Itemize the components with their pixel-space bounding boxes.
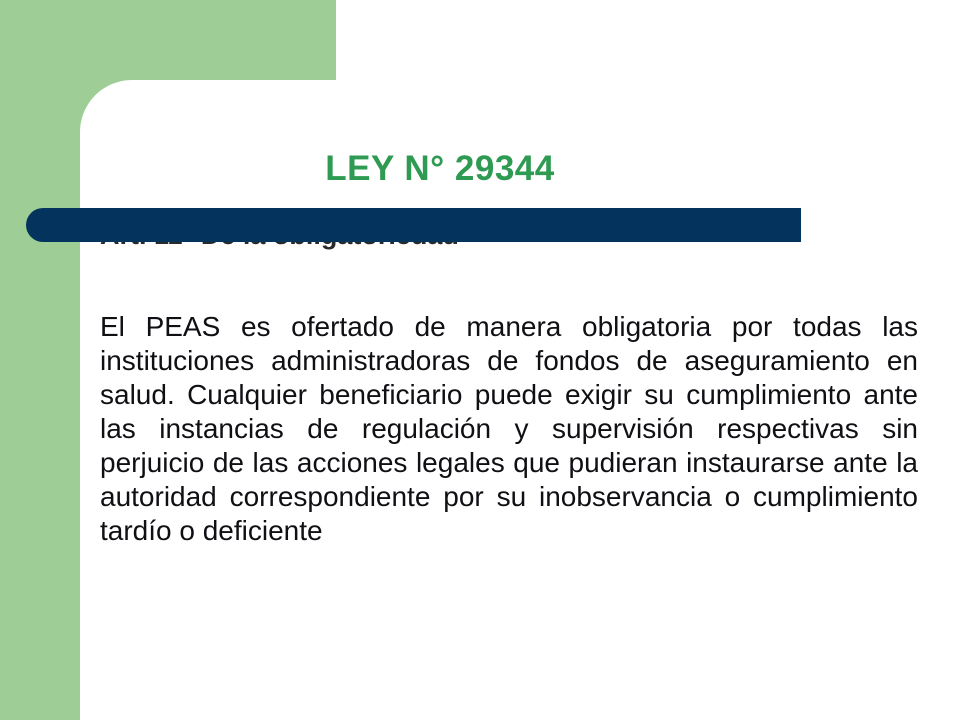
title-divider-bar (26, 208, 801, 242)
subtitle-clip (100, 242, 700, 248)
slide-title: LEY N° 29344 (325, 149, 555, 188)
body-paragraph: El PEAS es ofertado de manera obligatoria por todas las instituciones administradoras de fondos de aseguramiento en salud. Cualquier beneficiario puede exigir su cumplimiento ante las instancias de regulación y supervisión respectivas sin perjuicio de las acciones legales que pudieran instaurarse ante la autoridad correspondiente por su inobservancia o cumplimiento tardío o deficiente (100, 311, 918, 546)
